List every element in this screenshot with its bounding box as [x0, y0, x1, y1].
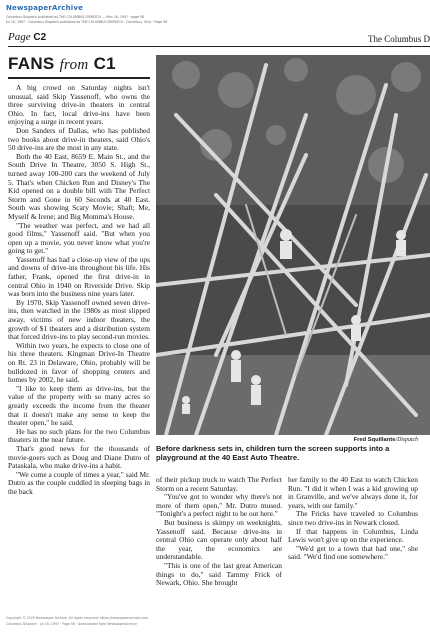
paragraph: The Fricks have traveled to Columbus since two drive-ins in Newark closed. [288, 509, 418, 527]
paragraph: Yassenoff has had a close-up view of the ups and downs of drive-ins throughout his life. His father, Frank, opened the first drive-in in central Ohio in 1940 on Riverside Drive. Skip was born into the business nine years later. [8, 254, 150, 299]
headline-from: from [59, 57, 89, 73]
paragraph: "You've got to wonder why there's not more of them open," Mr. Dutro mused. "Tonight's a perfect night to be out here." [156, 492, 282, 519]
paragraph: By 1970, Skip Yassenoff owned seven drive-ins, then watched in the 1980s as most slipped away, victims of new indoor theaters, the growth of $1 theaters and a distribution system that forced drive-ins to play second-run movies. [8, 297, 150, 342]
paragraph: That's good news for the thousands of movie-goers such as Doug and Diane Dutro of Pataskala, who make drive-ins a habit. [8, 443, 150, 471]
archive-footer: Copyright © 2020 Newspaper Archive. All rights reserved. https://newspaperarchive.com [6, 616, 149, 620]
paragraph: Within two years, he expects to close one of his three theaters. Kingman Drive-In Theatre on Rt. 23 in Delaware, Ohio, probably will be bulldozed in favor of shopping centers and homes by 2002, he said. [8, 340, 150, 385]
paragraph: He has no such plans for the two Columbus theaters in the near future. [8, 426, 150, 445]
paragraph: of their pickup truck to watch The Perfect Storm on a recent Saturday. [156, 475, 282, 493]
photo-credit-name: Fred Squillante [353, 437, 396, 443]
masthead: The Columbus D [368, 34, 430, 44]
paragraph: Both the 40 East, 8659 E. Main St., and the South Drive In Theatre, 3050 S. High St., turned away 100-200 cars the weekend of July 5. That's when Chicken Run and Disney's The Kid opened on a double bill with The Perfect Storm and Gone in 60 Seconds at 40 East. South was showing Scary Movie; Shaft; Me, Myself & Irene; and Big Momma's House. [8, 151, 150, 221]
paragraph: But business is skimpy on weeknights, Yassenoff said. Because drive-ins in central Ohio can operate only about half the year, the economics are understandable. [156, 517, 282, 562]
article-column-3 [288, 476, 418, 562]
archive-citation-detail: Jul 16, 1997 · Columbus Dispatch published as THE COLUMBUS DISPATCH · Columbus, Ohio · Page 58 [6, 20, 168, 24]
article-column-2 [156, 476, 282, 588]
archive-footer-detail: Columbus Dispatch · Jul 16, 1997 · Page 58 · Downloaded from NewspaperArchive [6, 622, 137, 626]
paragraph: "This is one of the last great American things to do," said Tammy Frick of Newark, Ohio. She brought [156, 560, 282, 588]
photo-caption: Before darkness sets in, children turn the screen supports into a playground at the 40 East Auto Theatre. [156, 444, 390, 463]
photo-credit [354, 437, 418, 443]
headline-main: FANS [8, 54, 55, 73]
paragraph: "The weather was perfect, and we had all good films," Yassenoff said. "But when you open up a movie, you never know what you're going to get." [8, 220, 150, 256]
headline-jump: C1 [93, 54, 116, 73]
paragraph: "We'd get to a town that had one," she said. "We'd find one somewhere." [288, 543, 418, 562]
archive-strip [6, 4, 424, 34]
header-rule [8, 46, 430, 47]
archive-citation: Columbus Dispatch published as THE COLUMBUS DISPATCH — Mon 16, 1997 · page 58 [6, 15, 145, 19]
paragraph: If that happens in Columbus, Linda Lewis won't give up on the experience. [288, 526, 418, 545]
paragraph: A big crowd on Saturday nights isn't unusual, said Skip Yassenoff, who owns the three surviving drive-in theaters in central Ohio. In fact, local drive-ins have been enjoying a surge in recent years. [8, 83, 150, 127]
paragraph: "I like to keep them as drive-ins, but the value of the property with so many acres so greatly exceeds the income from the theater that it doesn't make any sense to keep the theater open," he said. [8, 383, 150, 428]
paragraph: "We come a couple of times a year," said Mr. Dutro as the couple cuddled in sleeping bags in the back [8, 469, 150, 496]
article-column-1 [8, 84, 150, 497]
page-number: C2 [33, 32, 47, 43]
photo-illustration [156, 55, 430, 435]
news-photo [156, 55, 430, 435]
headline [8, 54, 116, 74]
page-label [8, 31, 46, 43]
paragraph: Don Sanders of Dallas, who has published two books about drive-in theaters, said Ohio's 50 drive-ins are the most in any state. [8, 125, 150, 153]
paragraph: her family to the 40 East to watch Chicken Run. "I did it when I was a kid growing up in Granville, and we've always done it, for years, with our family." [288, 475, 418, 510]
headline-rule [8, 77, 150, 79]
page-word: Page [8, 31, 31, 43]
photo-credit-outlet: /Dispatch [395, 437, 418, 443]
archive-logo[interactable]: NewspaperArchive [6, 4, 84, 12]
